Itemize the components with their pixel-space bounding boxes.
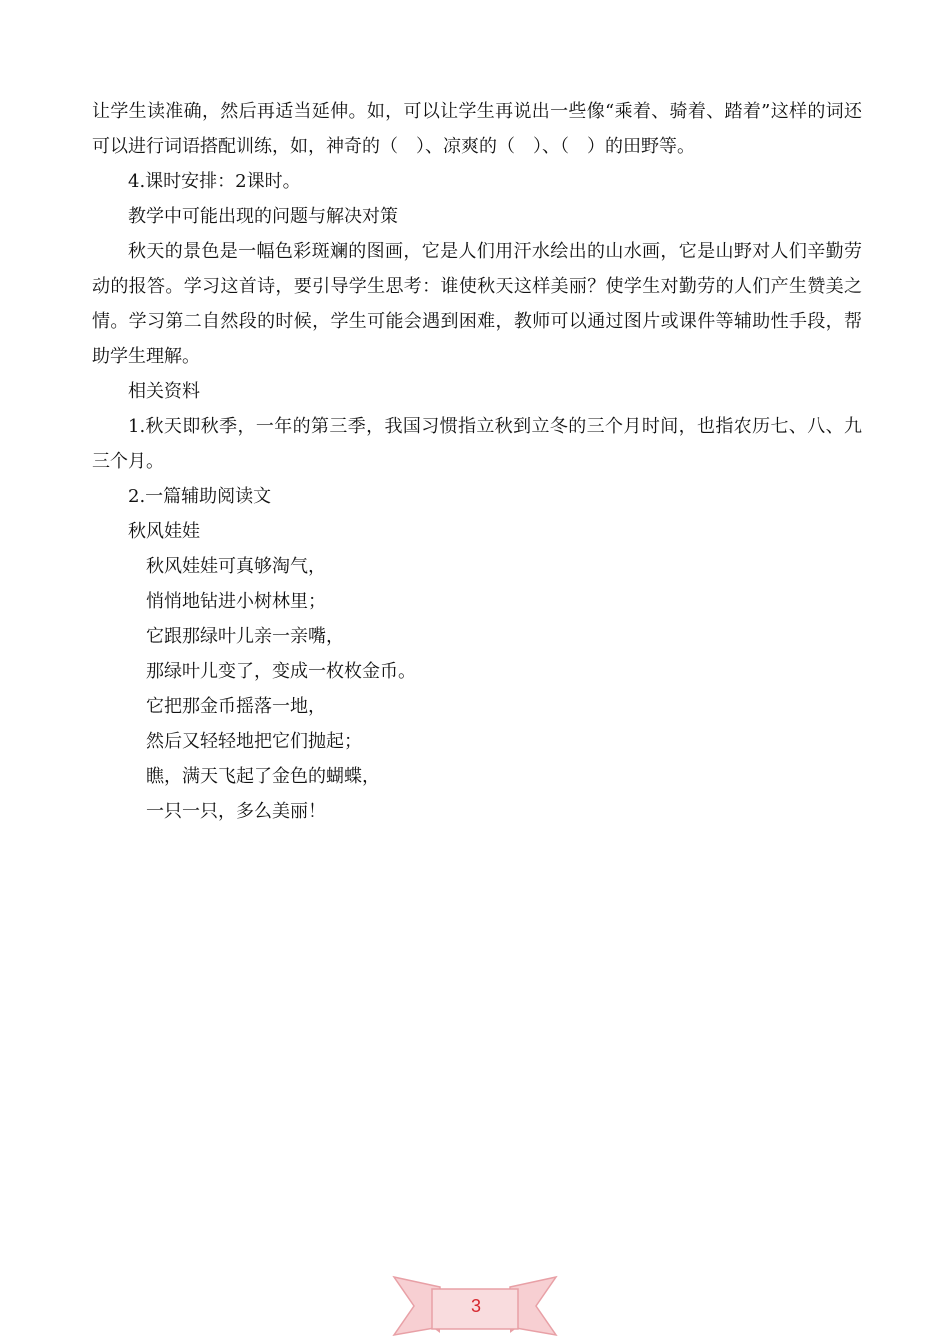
poem-line: 悄悄地钻进小树林里；: [146, 591, 326, 612]
page-number: 3: [470, 1296, 481, 1316]
poem-line: 那绿叶儿变了，变成一枚枚金币。: [146, 661, 416, 682]
paragraph-reading-title: 2.一篇辅助阅读文: [128, 486, 272, 507]
poem-line: 秋风娃娃可真够淘气，: [146, 556, 326, 577]
poem-line: 瞧，满天飞起了金色的蝴蝶，: [146, 766, 380, 787]
poem-line: 然后又轻轻地把它们抛起；: [146, 731, 362, 752]
poem: [92, 549, 862, 829]
document-body: [92, 94, 862, 829]
paragraph-continuation: 让学生读准确，然后再适当延伸。如，可以让学生再说出一些像“乘着、骑着、踏着”这样的词还可以进行词语搭配训练，如，神奇的（ ）、凉爽的（ ）、（ ）的田野等。: [92, 101, 862, 157]
poem-title: 秋风娃娃: [128, 521, 200, 542]
section-heading-problems: 教学中可能出现的问题与解决对策: [128, 206, 398, 227]
paragraph-schedule: 4.课时安排：2课时。: [128, 171, 301, 192]
section-heading-materials: 相关资料: [128, 381, 200, 402]
poem-line: 一只一只，多么美丽！: [146, 801, 326, 822]
poem-line: 它把那金币摇落一地，: [146, 696, 326, 717]
paragraph-autumn-definition: 1.秋天即秋季，一年的第三季，我国习惯指立秋到立冬的三个月时间，也指农历七、八、九三个月。: [92, 416, 862, 472]
paragraph-autumn-scene: 秋天的景色是一幅色彩斑斓的图画，它是人们用汗水绘出的山水画，它是山野对人们辛勤劳动的报答。学习这首诗，要引导学生思考：谁使秋天这样美丽？使学生对勤劳的人们产生赞美之情。学习第二自然段的时候，学生可能会遇到困难，教师可以通过图片或课件等辅助性手段，帮助学生理解。: [92, 241, 862, 367]
poem-line: 它跟那绿叶儿亲一亲嘴，: [146, 626, 344, 647]
